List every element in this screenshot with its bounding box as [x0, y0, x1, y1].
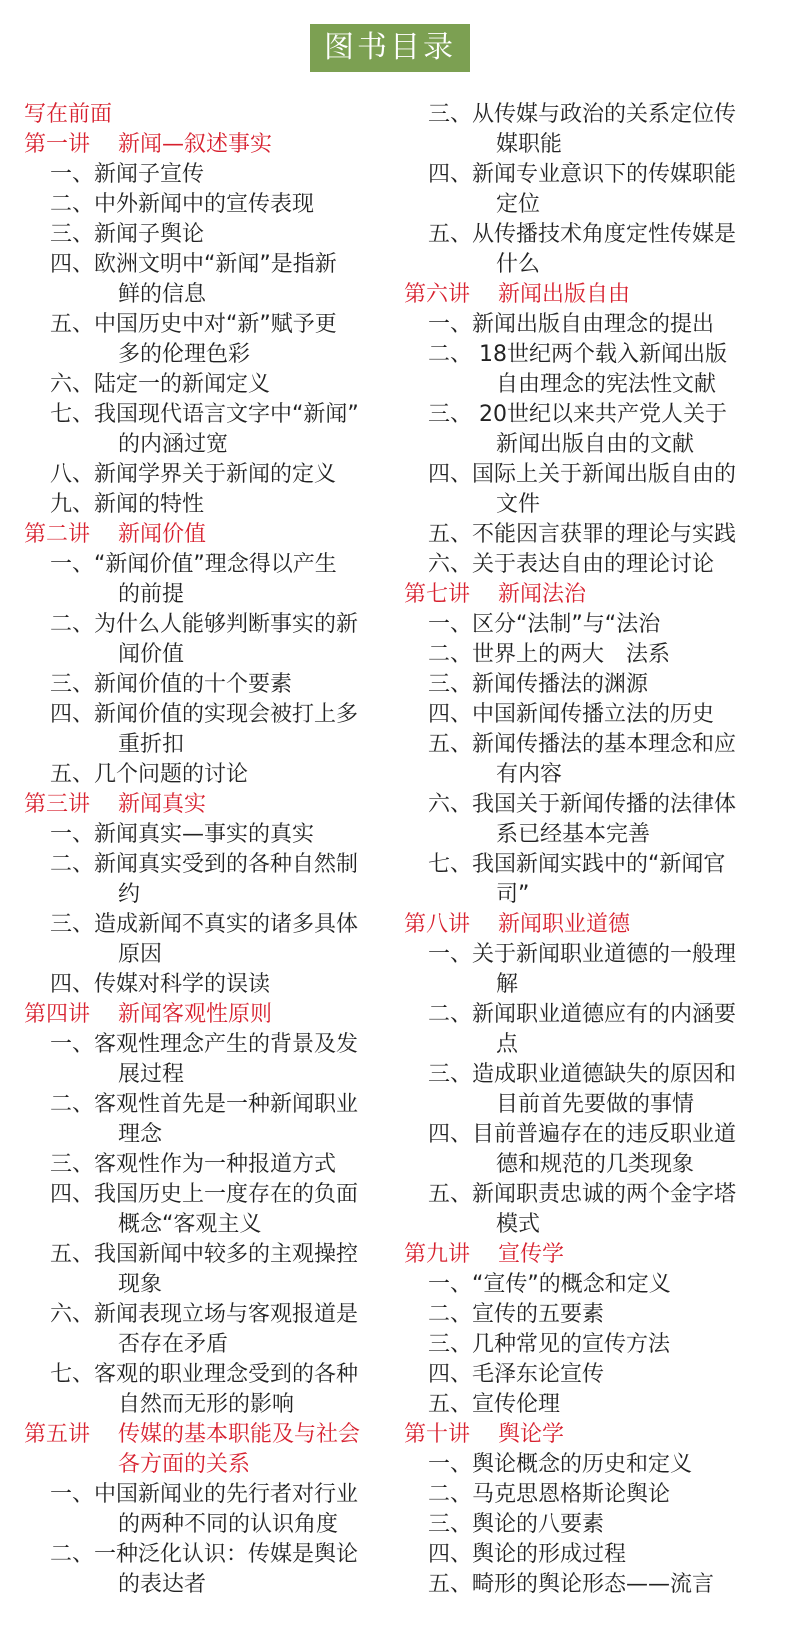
lecture-6-heading[interactable]: [404, 280, 774, 310]
item-number: 五、: [49, 312, 94, 337]
item-title: 客观性首先是一种新闻职业: [94, 1092, 359, 1117]
lecture-title-continued: 各方面的关系: [118, 1452, 251, 1477]
toc-item[interactable]: [404, 1450, 774, 1480]
toc-intro[interactable]: 写在前面: [24, 102, 113, 127]
toc-item-continued: 否存在矛盾: [118, 1332, 229, 1357]
lecture-number: 第六讲: [404, 282, 471, 307]
toc-item[interactable]: [24, 820, 390, 850]
toc-item[interactable]: [404, 1510, 774, 1540]
toc-item[interactable]: [404, 1330, 774, 1360]
item-number: 二、: [427, 1482, 472, 1507]
item-title: 中国历史中对“新”赋予更: [94, 312, 337, 337]
toc-item[interactable]: [404, 310, 774, 340]
toc-item[interactable]: [24, 700, 390, 730]
item-title: 毛泽东论宣传: [472, 1362, 605, 1387]
item-title: 从传播技术角度定性传媒是: [472, 222, 737, 247]
item-number: 四、: [427, 462, 472, 487]
item-number: 一、: [427, 1272, 472, 1297]
item-number: 三、: [427, 1512, 472, 1537]
lecture-10-heading[interactable]: [404, 1420, 774, 1450]
item-title: 客观性理念产生的背景及发: [94, 1032, 359, 1057]
toc-item[interactable]: [24, 1090, 390, 1120]
toc-item[interactable]: [24, 310, 390, 340]
item-number: 一、: [49, 822, 94, 847]
lecture-number: 第二讲: [24, 522, 91, 547]
toc-item[interactable]: [24, 1240, 390, 1270]
toc-item[interactable]: [404, 1360, 774, 1390]
toc-item[interactable]: [24, 1030, 390, 1060]
item-title: 新闻专业意识下的传媒职能: [472, 162, 737, 187]
toc-item[interactable]: [404, 400, 774, 430]
lecture-title: 新闻出版自由: [498, 282, 631, 307]
item-title: 我国关于新闻传播的法律体: [472, 792, 737, 817]
toc-item-continued: 自然而无形的影响: [118, 1392, 295, 1417]
item-number: 三、: [427, 1062, 472, 1087]
toc-item-continued: 媒职能: [496, 132, 563, 157]
toc-item[interactable]: [404, 1060, 774, 1090]
item-number: 四、: [49, 1182, 94, 1207]
item-number: 六、: [427, 552, 472, 577]
item-number: 六、: [49, 1302, 94, 1327]
item-title: 新闻表现立场与客观报道是: [94, 1302, 359, 1327]
item-number: 五、: [427, 522, 472, 547]
item-title: 几种常见的宣传方法: [472, 1332, 671, 1357]
item-title: 宣传的五要素: [472, 1302, 605, 1327]
item-title: 新闻传播法的基本理念和应: [472, 732, 737, 757]
toc-item[interactable]: [24, 760, 390, 790]
item-number: 五、: [427, 1392, 472, 1417]
item-title: 新闻真实受到的各种自然制: [94, 852, 359, 877]
item-title: 关于新闻职业道德的一般理: [472, 942, 737, 967]
lecture-3-heading[interactable]: [24, 790, 390, 820]
toc-item[interactable]: [404, 640, 774, 670]
item-number: 七、: [49, 402, 94, 427]
lecture-9-heading[interactable]: [404, 1240, 774, 1270]
toc-item[interactable]: [24, 190, 390, 220]
lecture-number: 第四讲: [24, 1002, 91, 1027]
lecture-7-heading[interactable]: [404, 580, 774, 610]
item-title: 新闻子宣传: [94, 162, 205, 187]
item-number: 二、: [49, 612, 94, 637]
item-number: 四、: [427, 1122, 472, 1147]
lecture-title: 新闻客观性原则: [118, 1002, 273, 1027]
toc-item-continued: 的表达者: [118, 1572, 207, 1597]
item-title: 几个问题的讨论: [94, 762, 249, 787]
item-number: 四、: [49, 702, 94, 727]
item-title: 中国新闻业的先行者对行业: [94, 1482, 359, 1507]
lecture-1-heading[interactable]: [24, 130, 390, 160]
item-number: 三、: [49, 672, 94, 697]
item-number: 三、: [427, 402, 472, 427]
item-title: 国际上关于新闻出版自由的: [472, 462, 737, 487]
item-number: 三、: [427, 672, 472, 697]
toc-item-continued: 的内涵过宽: [118, 432, 229, 457]
item-title: 20世纪以来共产党人关于: [472, 402, 727, 427]
toc-item[interactable]: [404, 610, 774, 640]
toc-item-continued: 原因: [118, 942, 163, 967]
item-title: 我国新闻实践中的“新闻官: [472, 852, 726, 877]
item-number: 七、: [427, 852, 472, 877]
toc-item[interactable]: [404, 1570, 774, 1600]
item-title: “新闻价值”理念得以产生: [94, 552, 337, 577]
item-title: 舆论的形成过程: [472, 1542, 627, 1567]
toc-item[interactable]: [24, 220, 390, 250]
item-number: 五、: [427, 1572, 472, 1597]
item-number: 二、: [49, 852, 94, 877]
toc-right-column: [404, 100, 774, 1600]
toc-item[interactable]: [24, 160, 390, 190]
item-number: 四、: [427, 1542, 472, 1567]
item-number: 二、: [427, 342, 472, 367]
lecture-title: 新闻真实: [118, 792, 207, 817]
toc-item-continued: 概念“客观主义: [118, 1212, 262, 1237]
item-title: 新闻传播法的渊源: [472, 672, 649, 697]
lecture-number: 第九讲: [404, 1242, 471, 1267]
toc-item[interactable]: [404, 100, 774, 130]
toc-item-continued: 重折扣: [118, 732, 185, 757]
item-title: 目前普遍存在的违反职业道: [472, 1122, 737, 1147]
toc-item[interactable]: [24, 370, 390, 400]
item-number: 二、: [49, 1092, 94, 1117]
item-number: 一、: [49, 552, 94, 577]
item-title: 我国新闻中较多的主观操控: [94, 1242, 359, 1267]
item-title: 中外新闻中的宣传表现: [94, 192, 315, 217]
item-title: 客观的职业理念受到的各种: [94, 1362, 359, 1387]
item-title: 世界上的两大 法系: [472, 642, 671, 667]
item-title: 新闻子舆论: [94, 222, 205, 247]
item-title: 区分“法制”与“法治: [472, 612, 661, 637]
lecture-title: 新闻法治: [498, 582, 587, 607]
item-number: 五、: [427, 222, 472, 247]
item-number: 四、: [427, 162, 472, 187]
item-number: 五、: [49, 1242, 94, 1267]
lecture-number: 第七讲: [404, 582, 471, 607]
toc-item[interactable]: [404, 1390, 774, 1420]
item-number: 一、: [49, 1032, 94, 1057]
toc-left-column: [24, 100, 390, 1600]
toc-item[interactable]: [24, 910, 390, 940]
toc-item[interactable]: [404, 1270, 774, 1300]
toc-item[interactable]: [404, 850, 774, 880]
toc-item[interactable]: [404, 790, 774, 820]
toc-item[interactable]: [24, 1300, 390, 1330]
item-number: 四、: [49, 972, 94, 997]
item-title: 畸形的舆论形态——流言: [472, 1572, 715, 1597]
item-number: 二、: [427, 1302, 472, 1327]
toc-item[interactable]: [404, 460, 774, 490]
item-title: 我国历史上一度存在的负面: [94, 1182, 359, 1207]
item-number: 八、: [49, 462, 94, 487]
item-title: 新闻真实—事实的真实: [94, 822, 315, 847]
item-number: 一、: [427, 612, 472, 637]
toc-item[interactable]: [404, 520, 774, 550]
item-number: 三、: [49, 222, 94, 247]
lecture-number: 第五讲: [24, 1422, 91, 1447]
item-title: 从传媒与政治的关系定位传: [472, 102, 737, 127]
toc-item[interactable]: [24, 610, 390, 640]
toc-item-continued: 展过程: [118, 1062, 185, 1087]
item-number: 二、: [49, 192, 94, 217]
item-title: 宣传伦理: [472, 1392, 561, 1417]
item-title: 关于表达自由的理论讨论: [472, 552, 715, 577]
toc-item-continued: 解: [496, 972, 519, 997]
item-title: 新闻价值的实现会被打上多: [94, 702, 359, 727]
toc-item[interactable]: [24, 970, 390, 1000]
toc-item-continued: 模式: [496, 1212, 541, 1237]
item-title: “宣传”的概念和定义: [472, 1272, 671, 1297]
toc-item[interactable]: [404, 1300, 774, 1330]
item-title: 中国新闻传播立法的历史: [472, 702, 715, 727]
toc-item[interactable]: [404, 1000, 774, 1030]
toc-item[interactable]: [404, 160, 774, 190]
toc-item-continued: 司”: [496, 882, 530, 907]
toc-item-continued: 多的伦理色彩: [118, 342, 251, 367]
item-title: 舆论的八要素: [472, 1512, 605, 1537]
item-title: 造成职业道德缺失的原因和: [472, 1062, 737, 1087]
item-number: 三、: [427, 102, 472, 127]
toc-item-continued: 理念: [118, 1122, 163, 1147]
item-title: 舆论概念的历史和定义: [472, 1452, 693, 1477]
toc-item[interactable]: [404, 550, 774, 580]
toc-item-continued: 鲜的信息: [118, 282, 207, 307]
toc-item-continued: 德和规范的几类现象: [496, 1152, 695, 1177]
item-number: 四、: [49, 252, 94, 277]
item-number: 六、: [49, 372, 94, 397]
item-number: 五、: [49, 762, 94, 787]
toc-item[interactable]: [24, 1480, 390, 1510]
toc-item-continued: 定位: [496, 192, 541, 217]
toc-item[interactable]: [404, 940, 774, 970]
item-title: 不能因言获罪的理论与实践: [472, 522, 737, 547]
item-number: 七、: [49, 1362, 94, 1387]
toc-item[interactable]: [404, 730, 774, 760]
item-number: 一、: [427, 942, 472, 967]
toc-item-continued: 闻价值: [118, 642, 185, 667]
lecture-8-heading[interactable]: [404, 910, 774, 940]
item-title: 新闻职责忠诚的两个金字塔: [472, 1182, 737, 1207]
item-title: 传媒对科学的误读: [94, 972, 271, 997]
toc-item[interactable]: [24, 490, 390, 520]
item-number: 四、: [427, 702, 472, 727]
toc-item[interactable]: [404, 340, 774, 370]
item-number: 六、: [427, 792, 472, 817]
toc-item[interactable]: [24, 1540, 390, 1570]
item-title: 造成新闻不真实的诸多具体: [94, 912, 359, 937]
lecture-title: 宣传学: [498, 1242, 565, 1267]
toc-item[interactable]: [404, 700, 774, 730]
item-title: 新闻价值的十个要素: [94, 672, 293, 697]
item-number: 一、: [427, 312, 472, 337]
toc-item[interactable]: [24, 550, 390, 580]
lecture-title: 舆论学: [498, 1422, 565, 1447]
toc-item[interactable]: [24, 400, 390, 430]
toc-item[interactable]: [24, 1180, 390, 1210]
toc-item[interactable]: [24, 670, 390, 700]
toc-item[interactable]: [404, 670, 774, 700]
item-number: 一、: [427, 1452, 472, 1477]
lecture-number: 第三讲: [24, 792, 91, 817]
toc-item[interactable]: [24, 1150, 390, 1180]
item-number: 九、: [49, 492, 94, 517]
toc-item[interactable]: [404, 1120, 774, 1150]
toc-item[interactable]: [24, 460, 390, 490]
item-title: 客观性作为一种报道方式: [94, 1152, 337, 1177]
item-number: 二、: [49, 1542, 94, 1567]
toc-item-continued: 什么: [496, 252, 541, 277]
toc-item-continued: 约: [118, 882, 141, 907]
toc-item-continued: 文件: [496, 492, 541, 517]
item-number: 三、: [427, 1332, 472, 1357]
lecture-5-heading[interactable]: [24, 1420, 390, 1450]
item-title: 新闻出版自由理念的提出: [472, 312, 715, 337]
item-title: 为什么人能够判断事实的新: [94, 612, 359, 637]
item-number: 三、: [49, 1152, 94, 1177]
item-title: 新闻的特性: [94, 492, 205, 517]
toc-item[interactable]: [404, 1180, 774, 1210]
item-number: 一、: [49, 1482, 94, 1507]
item-title: 马克思恩格斯论舆论: [472, 1482, 671, 1507]
toc-item-continued: 系已经基本完善: [496, 822, 651, 847]
toc-item[interactable]: [404, 1540, 774, 1570]
toc-item-continued: 的前提: [118, 582, 185, 607]
item-title: 18世纪两个载入新闻出版: [472, 342, 727, 367]
toc-item[interactable]: [24, 1360, 390, 1390]
lecture-number: 第十讲: [404, 1422, 471, 1447]
toc-item-continued: 目前首先要做的事情: [496, 1092, 695, 1117]
lecture-title: 新闻职业道德: [498, 912, 631, 937]
toc-item-continued: 新闻出版自由的文献: [496, 432, 695, 457]
lecture-title: 新闻—叙述事实: [118, 132, 273, 157]
lecture-title: 新闻价值: [118, 522, 207, 547]
toc-item-continued: 点: [496, 1032, 519, 1057]
item-number: 一、: [49, 162, 94, 187]
lecture-2-heading[interactable]: [24, 520, 390, 550]
item-title: 一种泛化认识：传媒是舆论: [94, 1542, 359, 1567]
lecture-number: 第一讲: [24, 132, 91, 157]
item-number: 五、: [427, 732, 472, 757]
toc-item-continued: 的两种不同的认识角度: [118, 1512, 339, 1537]
lecture-number: 第八讲: [404, 912, 471, 937]
toc-item-continued: 自由理念的宪法性文献: [496, 372, 717, 397]
item-title: 欧洲文明中“新闻”是指新: [94, 252, 337, 277]
item-number: 二、: [427, 1002, 472, 1027]
item-title: 我国现代语言文字中“新闻”: [94, 402, 359, 427]
toc-item[interactable]: [404, 1480, 774, 1510]
toc-item-continued: 现象: [118, 1272, 163, 1297]
toc-item-continued: 有内容: [496, 762, 563, 787]
item-title: 陆定一的新闻定义: [94, 372, 271, 397]
lecture-4-heading[interactable]: [24, 1000, 390, 1030]
item-number: 三、: [49, 912, 94, 937]
item-number: 二、: [427, 642, 472, 667]
toc-item[interactable]: [24, 250, 390, 280]
book-contents-title: 图书目录: [310, 24, 470, 72]
toc-item[interactable]: [404, 220, 774, 250]
item-title: 新闻学界关于新闻的定义: [94, 462, 337, 487]
item-number: 五、: [427, 1182, 472, 1207]
lecture-title: 传媒的基本职能及与社会: [118, 1422, 361, 1447]
toc-item[interactable]: [24, 850, 390, 880]
item-title: 新闻职业道德应有的内涵要: [472, 1002, 737, 1027]
item-number: 四、: [427, 1362, 472, 1387]
